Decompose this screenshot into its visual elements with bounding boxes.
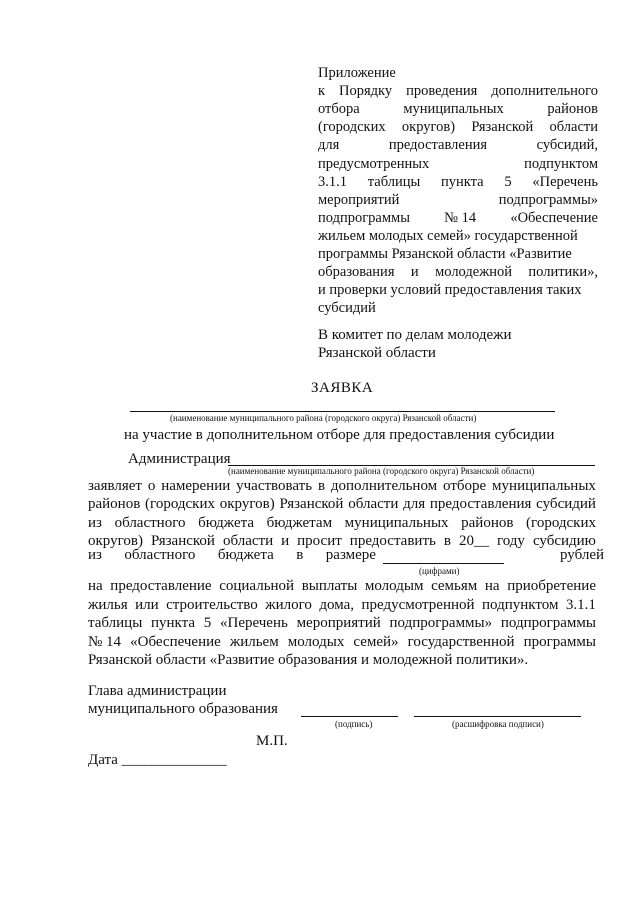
appendix-word: пункта (441, 173, 484, 190)
appendix-word: районов (547, 101, 598, 118)
appendix-word: мероприятий (318, 191, 400, 208)
appendix-word: подпрограммы (318, 209, 410, 226)
purpose-word: жилья (88, 596, 128, 613)
amount-row-word: из (88, 547, 102, 563)
request-word: году (496, 532, 525, 549)
purpose-word: «Обеспечение (130, 633, 221, 650)
purpose-word: приобретение (507, 578, 596, 594)
purpose-word: жильем (229, 633, 279, 650)
request-line (88, 496, 596, 513)
amount-row-word: бюджета (217, 547, 274, 563)
request-word: для (403, 496, 426, 513)
request-word: субсидию (532, 532, 596, 549)
purpose-word: 5 (203, 615, 212, 631)
appendix-word: отбора (318, 101, 360, 118)
amount-field[interactable] (383, 563, 504, 564)
purpose-word: молодых (287, 633, 345, 650)
date-field[interactable]: Дата ______________ (88, 752, 227, 768)
purpose-word: социальной (219, 578, 295, 594)
appendix-word: «Перечень (532, 173, 598, 190)
appendix-word: образования (318, 264, 395, 281)
document-subtitle: на участие в дополнительном отборе для предоставления субсидии (124, 427, 555, 443)
purpose-word: подпунктом (482, 596, 559, 613)
appendix-word: таблицы (367, 173, 421, 190)
purpose-line (88, 578, 596, 595)
addressee-line-1: В комитет по делам молодежи (318, 327, 512, 343)
amount-row (88, 547, 376, 564)
appendix-word: для (318, 137, 340, 154)
administration-label: Администрация (128, 451, 231, 467)
stamp-label: М.П. (256, 733, 288, 749)
currency-label: рублей (560, 547, 605, 563)
purpose-line (88, 597, 596, 614)
amount-row-word: областного (124, 547, 196, 563)
purpose-word: семьям (431, 578, 478, 594)
purpose-word: на (484, 578, 500, 594)
appendix-line (318, 282, 581, 299)
request-word: предоставления (429, 496, 532, 513)
purpose-word: жилого (265, 596, 312, 613)
purpose-word: дома, (319, 596, 355, 613)
appendix-word: политики», (528, 264, 598, 281)
appendix-word: предоставления (388, 137, 488, 154)
appendix-word: субсидий, (536, 137, 598, 154)
signature-decode-caption: (расшифровка подписи) (452, 719, 544, 729)
appendix-word: муниципальных (403, 101, 504, 118)
request-word: округов) (88, 532, 143, 549)
request-word: бюджета (198, 514, 255, 531)
purpose-line (88, 634, 596, 651)
appendix-word: жильем молодых семей» государственной (318, 227, 578, 244)
appendix-word: и (410, 264, 419, 281)
request-word: областного (114, 514, 186, 531)
municipality-name-caption: (наименование муниципального района (городского округа) Рязанской области) (170, 413, 477, 423)
request-word: области (222, 532, 274, 549)
appendix-word: 5 (504, 173, 512, 190)
request-word: (городских (526, 514, 596, 531)
appendix-word: программы Рязанской области «Развитие (318, 246, 572, 262)
appendix-line (318, 174, 598, 191)
appendix-word: «Обеспечение (510, 209, 598, 226)
appendix-line (318, 156, 598, 173)
appendix-word: проведения (406, 83, 478, 100)
appendix-line (318, 83, 598, 100)
request-word: бюджетам (266, 514, 333, 531)
appendix-word: молодежной (435, 264, 512, 281)
appendix-line (318, 137, 598, 154)
request-word: и (281, 532, 290, 549)
purpose-word: Рязанской области «Развитие образования и молодежной политики». (88, 652, 529, 668)
purpose-line (88, 615, 596, 632)
purpose-word: на (88, 578, 103, 594)
appendix-word: области (549, 119, 598, 136)
purpose-word: семей» (353, 633, 399, 650)
request-line (88, 515, 596, 532)
request-word: 20__ (458, 532, 489, 549)
request-word: из (88, 514, 102, 531)
appendix-line (318, 246, 572, 263)
appendix-word: субсидий (318, 300, 376, 317)
purpose-line (88, 652, 528, 669)
request-word: субсидий (536, 496, 596, 513)
appendix-line (318, 228, 578, 245)
request-word: просит (297, 532, 342, 549)
request-word: муниципальных (492, 478, 596, 494)
head-title-line-1: Глава администрации (88, 683, 227, 699)
appendix-word: предусмотренных (318, 155, 430, 172)
appendix-line (318, 101, 598, 118)
request-word: в (443, 532, 451, 549)
administration-name-caption: (наименование муниципального района (городского округа) Рязанской области) (228, 466, 535, 476)
request-word: предоставить (349, 532, 436, 549)
purpose-word: государственной (407, 633, 515, 650)
appendix-line (318, 192, 598, 209)
purpose-word: «Перечень (219, 615, 288, 631)
document-title: ЗАЯВКА (311, 380, 374, 396)
signature-caption: (подпись) (335, 719, 373, 729)
request-word: заявляет (88, 478, 142, 494)
request-word: районов (88, 496, 141, 513)
appendix-word: округов) (401, 119, 456, 136)
appendix-word: и проверки условий предоставления таких (318, 282, 582, 299)
purpose-word: подпрограммы (500, 615, 596, 631)
purpose-word: молодым (364, 578, 424, 594)
signature-field[interactable] (301, 716, 398, 717)
request-word: в (317, 478, 326, 494)
appendix-line (318, 300, 376, 317)
appendix-line (318, 65, 396, 82)
appendix-word: к (318, 83, 326, 100)
request-word: участвовать (236, 478, 313, 494)
purpose-word: предусмотренной (361, 596, 475, 613)
appendix-word: дополнительного (491, 83, 598, 100)
appendix-line (318, 119, 598, 136)
appendix-word: (городских (318, 119, 386, 136)
purpose-word: предоставление (110, 578, 212, 594)
request-word: отборе (443, 478, 487, 494)
appendix-word: № 14 (444, 209, 477, 226)
amount-caption: (цифрами) (419, 566, 460, 576)
appendix-word: Порядку (339, 83, 393, 100)
municipality-name-field[interactable] (130, 411, 555, 412)
request-line (88, 478, 596, 495)
appendix-word: Приложение (318, 65, 396, 81)
addressee-line-2: Рязанской области (318, 345, 436, 361)
request-word: Рязанской (279, 496, 344, 513)
appendix-word: Рязанской (471, 119, 534, 136)
appendix-line (318, 264, 598, 281)
purpose-word: мероприятий (296, 615, 381, 631)
purpose-word: пункта (151, 615, 196, 631)
amount-row-word: в (296, 547, 304, 563)
head-title-line-2: муниципального образования (88, 701, 278, 717)
request-word: Рязанской (150, 532, 215, 549)
request-word: муниципальных (344, 514, 449, 531)
request-word: о (147, 478, 156, 494)
purpose-word: строительство (166, 596, 258, 613)
purpose-word: или (135, 596, 159, 613)
purpose-word: выплаты (301, 578, 358, 594)
appendix-word: подпунктом (524, 155, 598, 172)
purpose-word: таблицы (88, 615, 143, 631)
appendix-word: подпрограммы» (498, 191, 598, 208)
purpose-word: программы (523, 633, 596, 650)
appendix-word: 3.1.1 (318, 173, 347, 190)
appendix-line (318, 210, 598, 227)
purpose-word: № 14 (88, 633, 122, 650)
request-word: районов (461, 514, 514, 531)
request-word: округов) (219, 496, 275, 513)
request-word: намерении (161, 478, 231, 494)
signature-decode-field[interactable] (414, 716, 581, 717)
amount-row-word: размере (325, 547, 376, 563)
request-word: (городских (145, 496, 215, 513)
request-word: области (348, 496, 399, 513)
request-word: дополнительном (330, 478, 438, 494)
purpose-word: 3.1.1 (565, 596, 596, 613)
purpose-word: подпрограммы» (389, 615, 493, 631)
